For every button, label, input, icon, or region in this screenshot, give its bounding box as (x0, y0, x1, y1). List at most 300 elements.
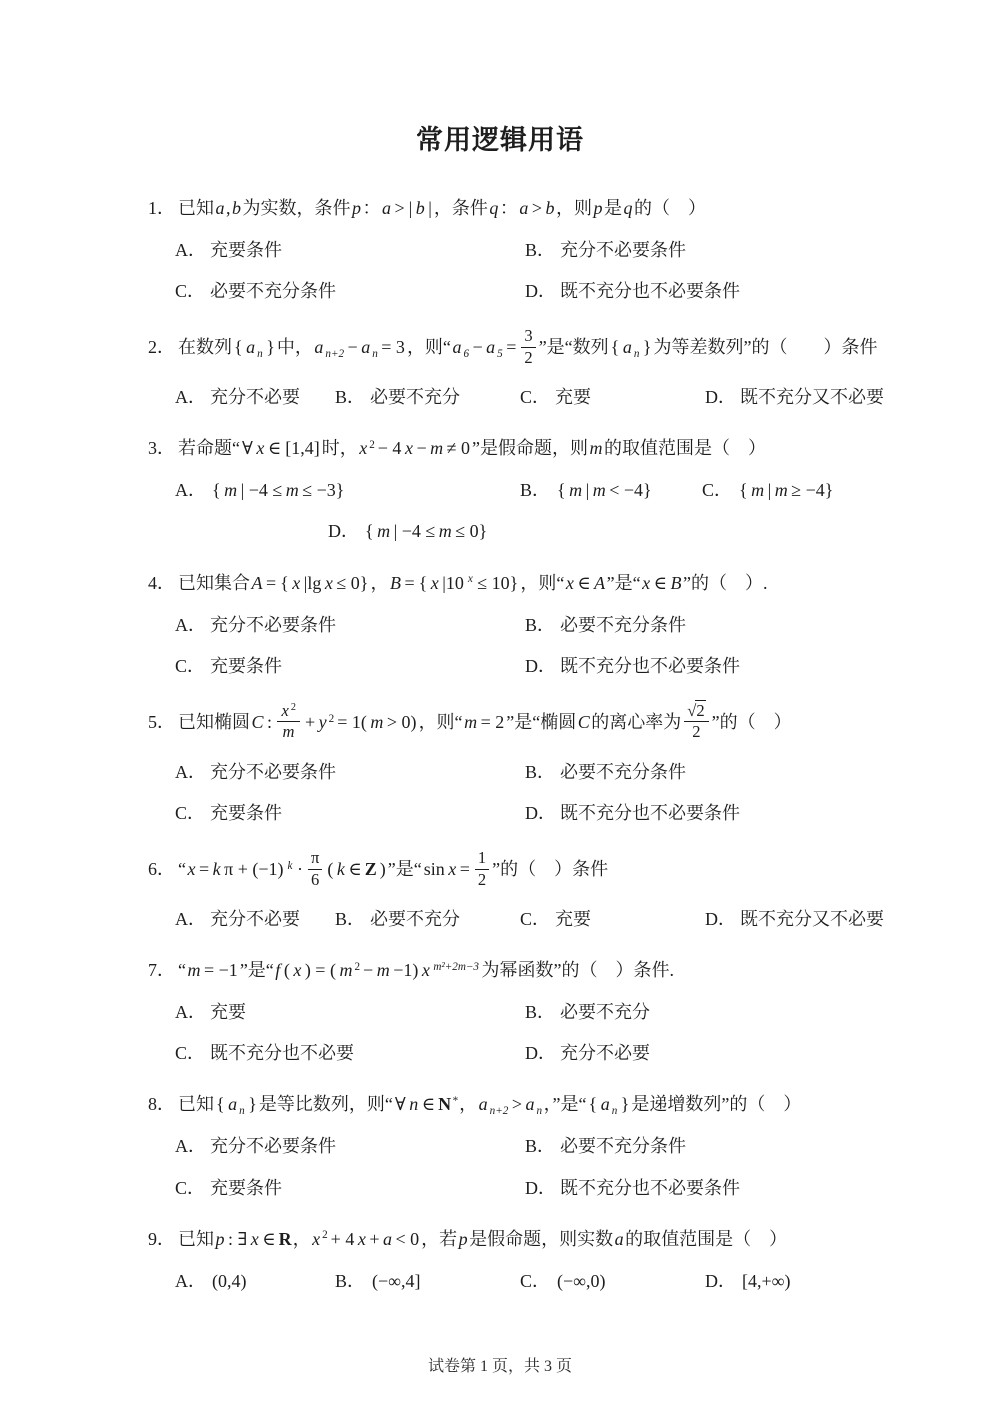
fraction-denominator (277, 722, 300, 742)
math-variable: m (370, 711, 384, 732)
text-run: 既不充分也不必要条件 (560, 281, 740, 302)
question-7-options-row-2 (148, 1040, 905, 1066)
fraction (684, 702, 708, 742)
math-run: ∀ (242, 438, 253, 459)
math-run: = (506, 337, 517, 358)
option-label: A． (175, 761, 206, 782)
option-content (560, 281, 740, 301)
subscript: n (536, 1105, 543, 1118)
option-label: C． (175, 802, 206, 823)
option-content (210, 803, 282, 823)
text-run: 是假命题，则实数 (469, 1228, 614, 1249)
math-variable: m (187, 960, 201, 981)
math-run: ∀ (394, 1094, 406, 1115)
option-A (175, 1133, 525, 1159)
option-label: C． (175, 281, 206, 302)
math-variable: m (751, 480, 765, 501)
option-A (175, 237, 525, 263)
option-C (520, 906, 705, 932)
text-run: 已知 (178, 1228, 214, 1249)
option-content (560, 240, 686, 260)
text-run: 既不充分也不必要条件 (560, 1177, 740, 1198)
question-number: 2． (148, 337, 175, 358)
math-run: · (297, 859, 303, 880)
math-variable: m (464, 711, 478, 732)
text-run: 的（ ） (634, 198, 707, 218)
question-3-options-row-1 (148, 477, 905, 503)
text-run: 必要不充分 (560, 1002, 650, 1023)
question-number: 7． (148, 960, 175, 981)
math-run: = 3 (381, 337, 405, 358)
question-4 (148, 570, 905, 679)
text-run: 充分不必要条件 (560, 240, 686, 260)
math-run: ≠ 0 (446, 438, 470, 459)
text-run: ， (370, 572, 389, 593)
subscript: n (633, 348, 640, 361)
option-D (525, 653, 905, 679)
math-run: ∈ (653, 572, 667, 593)
option-content (210, 387, 300, 407)
text-run: 1 (477, 848, 487, 868)
math-run: ≤ −3} (302, 480, 345, 501)
math-variable: a (478, 1094, 488, 1115)
text-run: 的取值范围是（ ） (625, 1228, 788, 1249)
option-B (335, 384, 520, 410)
math-run: = (404, 572, 415, 593)
option-C (175, 1040, 525, 1066)
option-label: B． (525, 614, 556, 635)
text-run: ”是“ (606, 572, 641, 593)
math-variable: m (376, 960, 390, 981)
math-variable: n (409, 1094, 419, 1115)
option-label: A． (175, 240, 206, 260)
text-run: ，则“ (520, 572, 565, 593)
math-run: − (416, 438, 427, 459)
option-content (740, 1271, 792, 1291)
math-variable: p (458, 1228, 468, 1249)
option-B (525, 999, 905, 1025)
math-variable: x (642, 572, 651, 593)
subscript: n (239, 1105, 245, 1118)
text-run: ： (499, 198, 518, 218)
option-content (210, 1002, 246, 1022)
math-variable: x (281, 700, 289, 720)
math-variable: a (314, 337, 324, 358)
math-run: (0,4) (212, 1270, 247, 1291)
option-A (175, 906, 335, 932)
option-label: A． (175, 480, 206, 501)
math-run: − (347, 337, 358, 358)
option-A (175, 477, 520, 503)
question-5 (148, 700, 905, 826)
option-content (370, 909, 460, 929)
text-run: 时， (321, 438, 358, 459)
option-label: D． (525, 281, 556, 302)
question-4-options-row-2 (148, 653, 905, 679)
math-run: ≤ 0} (455, 521, 488, 542)
fraction-numerator (684, 702, 708, 723)
math-run: ∈ (421, 1094, 436, 1115)
question-number: 6． (148, 859, 175, 880)
question-3-options-row-2 (148, 518, 905, 544)
math-run: > (511, 1094, 522, 1115)
option-content (210, 762, 336, 782)
text-run: 在数列 (178, 337, 232, 358)
option-content (560, 656, 740, 676)
math-variable: x (293, 960, 302, 981)
option-content (560, 1043, 650, 1063)
math-variable: y (318, 711, 327, 732)
option-content (737, 480, 835, 500)
question-number: 8． (148, 1094, 175, 1115)
question-1-options-row-2 (148, 278, 905, 304)
math-run: } (248, 1094, 257, 1115)
fraction (308, 849, 322, 889)
option-content (210, 1136, 336, 1156)
fraction-numerator (521, 327, 535, 348)
math-run: } (266, 337, 275, 358)
text-run: ”是“椭圆 (506, 711, 577, 732)
option-C (175, 278, 525, 304)
math-run: [4,+∞) (742, 1270, 791, 1291)
option-label: C． (175, 655, 206, 676)
text-run: 充分不必要条件 (210, 1136, 336, 1157)
math-variable: a (525, 1094, 535, 1115)
text-run: 必要不充分条件 (560, 614, 686, 635)
math-run: | (428, 198, 432, 218)
text-run: 是 (604, 198, 623, 218)
fraction-numerator (308, 849, 322, 870)
text-run: 2 (524, 347, 533, 367)
math-run: + 4 (330, 1228, 355, 1249)
question-number: 9． (148, 1228, 175, 1249)
text-run: 6 (311, 869, 320, 889)
text-run: ，则“ (418, 711, 463, 732)
option-B (525, 759, 905, 785)
math-run: ( (283, 960, 290, 981)
option-content (560, 1136, 686, 1156)
option-label: B． (335, 1270, 366, 1291)
question-1-stem (148, 195, 905, 222)
option-label: A． (175, 387, 206, 408)
text-run: 中， (276, 337, 313, 358)
math-variable: a (600, 1094, 610, 1115)
question-number: 1． (148, 198, 175, 218)
subscript: n (611, 1105, 618, 1118)
option-content (560, 615, 686, 635)
math-variable: x (404, 438, 413, 459)
option-label: B． (335, 387, 366, 408)
option-B (525, 1133, 905, 1159)
option-content (210, 1043, 354, 1063)
superscript: 2 (322, 1229, 328, 1242)
math-variable: x (250, 1228, 259, 1249)
option-content (210, 281, 336, 301)
text-run: 既不充分又不必要 (740, 387, 884, 408)
option-label: C． (175, 1177, 206, 1198)
fraction-denominator (684, 722, 708, 742)
subscript: n (372, 348, 378, 361)
option-label: B． (525, 1002, 556, 1023)
text-run: 既不充分也不必要 (210, 1043, 354, 1064)
question-3-stem (148, 435, 905, 462)
math-run: ) = ( (304, 960, 336, 981)
sqrt-radical (687, 701, 705, 720)
superscript: * (452, 1095, 459, 1108)
math-variable: m (377, 521, 391, 542)
option-C (520, 384, 705, 410)
option-D (525, 278, 905, 304)
math-run: = (199, 859, 210, 880)
math-variable: b (232, 198, 241, 218)
option-content (210, 1178, 282, 1198)
question-1 (148, 195, 905, 304)
math-run: ∈ (577, 572, 591, 593)
math-variable: k (212, 859, 221, 880)
option-content (210, 480, 346, 500)
text-run: “ (178, 960, 186, 981)
math-variable: b (415, 198, 425, 218)
math-variable: x (448, 859, 457, 880)
math-variable: m (224, 480, 238, 501)
math-variable: q (489, 198, 499, 218)
math-run: > 0) (386, 711, 417, 732)
text-run: 是递增数列”的（ ） (631, 1094, 802, 1115)
option-B (335, 1268, 520, 1294)
math-variable: m (438, 521, 452, 542)
option-C (175, 653, 525, 679)
question-9-options-row-1 (148, 1268, 905, 1294)
option-content (370, 387, 460, 407)
option-content (555, 480, 654, 500)
question-8 (148, 1091, 905, 1200)
option-label: D． (705, 909, 736, 930)
option-B (525, 237, 905, 263)
math-run: ≤ 0} (336, 572, 369, 593)
question-number: 5． (148, 711, 175, 732)
math-variable: m (430, 438, 444, 459)
text-run: 既不充分也不必要条件 (560, 802, 740, 823)
option-A (175, 384, 335, 410)
math-run: (−∞,0) (557, 1270, 606, 1291)
math-run: { (418, 572, 428, 593)
superscript: 2 (369, 439, 375, 452)
option-label: C． (702, 480, 733, 501)
math-variable: m (592, 480, 606, 501)
option-B (335, 906, 520, 932)
math-variable: q (623, 198, 633, 218)
option-content (210, 240, 282, 260)
option-label: B． (520, 480, 551, 501)
text-run: ，条件 (433, 198, 488, 218)
text-run: 充要条件 (210, 240, 282, 260)
text-run: ， (459, 1094, 478, 1115)
subscript: n+2 (325, 348, 345, 361)
option-label: D． (525, 655, 556, 676)
text-run: ， (292, 1228, 311, 1249)
question-7-options-row-1 (148, 999, 905, 1025)
option-D (525, 800, 905, 826)
text-run: 必要不充分条件 (210, 281, 336, 302)
text-run: 已知 (178, 1094, 214, 1115)
math-variable: a (361, 337, 371, 358)
math-run: − 4 (377, 438, 402, 459)
math-run: | (408, 198, 413, 218)
text-run: “ (178, 859, 186, 880)
math-variable: a (452, 337, 462, 358)
option-D (525, 1040, 905, 1066)
text-run: 必要不充分 (370, 387, 460, 408)
superscript: 2 (354, 961, 361, 974)
math-variable: k (336, 859, 345, 880)
math-run: ∈ (262, 1228, 276, 1249)
math-run: | −4 ≤ (393, 521, 436, 542)
math-bold-set: N (438, 1094, 452, 1115)
subscript: 6 (463, 348, 470, 361)
fraction-denominator (308, 870, 322, 890)
option-content (210, 909, 300, 929)
text-run: π (311, 848, 320, 868)
math-run: ≥ −4} (791, 480, 834, 501)
text-run: 3 (524, 326, 533, 346)
text-run: 充要条件 (210, 1177, 282, 1198)
radical-sign: √ (687, 700, 697, 720)
math-variable: a (486, 337, 496, 358)
question-2-stem (148, 326, 905, 369)
text-run: ，”是“ (543, 1094, 587, 1115)
math-run: { (280, 572, 289, 593)
math-variable: x (421, 960, 430, 981)
fraction-denominator (521, 348, 535, 368)
math-run: < −4} (609, 480, 652, 501)
math-variable: x (292, 572, 301, 593)
math-variable: a (519, 198, 529, 218)
option-C (520, 1268, 705, 1294)
text-run: 已知椭圆 (178, 711, 250, 732)
text-run: 2 (692, 722, 701, 742)
fraction-numerator (475, 849, 489, 870)
option-label: A． (175, 1136, 206, 1157)
text-run: 必要不充分条件 (560, 1136, 686, 1157)
question-8-options-row-2 (148, 1175, 905, 1201)
option-label: A． (175, 909, 206, 930)
text-run: 若命题“ (178, 438, 240, 459)
math-run: { (234, 337, 243, 358)
text-run: 充分不必要条件 (210, 761, 336, 782)
text-run: 为等差数列”的（ ）条件 (653, 337, 878, 358)
math-variable: x (565, 572, 574, 593)
text-run: 既不充分又不必要 (740, 909, 884, 930)
fraction (521, 327, 535, 367)
math-variable: m (285, 480, 299, 501)
math-run: : ∃ (228, 1228, 248, 1249)
question-6-stem (148, 848, 905, 891)
question-number: 4． (148, 572, 175, 593)
text-run: ”是假命题，则 (471, 438, 588, 459)
math-run: = 2 (480, 711, 505, 732)
text-run: ： (362, 198, 381, 218)
option-D (705, 384, 905, 410)
text-run: 充要条件 (210, 802, 282, 823)
math-run: sin (423, 859, 445, 880)
text-run: 必要不充分条件 (560, 761, 686, 782)
text-run: 的离心率为 (591, 711, 682, 732)
question-9-stem (148, 1226, 905, 1253)
question-3 (148, 435, 905, 544)
text-run: ”的（ ）. (682, 572, 768, 593)
math-variable: m (282, 722, 295, 742)
option-label: A． (175, 1002, 206, 1023)
text-run: 为实数，条件 (242, 198, 351, 218)
option-D (705, 906, 905, 932)
math-variable: x (359, 438, 368, 459)
option-label: A． (175, 1270, 206, 1291)
question-5-options-row-2 (148, 800, 905, 826)
option-A (175, 1268, 335, 1294)
option-content (210, 656, 282, 676)
question-list (148, 195, 905, 1294)
question-1-options-row-1 (148, 237, 905, 263)
math-variable: a (215, 198, 225, 218)
option-D (705, 1268, 905, 1294)
text-run: 既不充分也不必要条件 (560, 655, 740, 676)
option-label: C． (175, 1043, 206, 1064)
page-title: 常用逻辑用语 (416, 125, 584, 155)
math-run: |10 (442, 572, 464, 593)
math-variable: A (251, 572, 263, 593)
option-B (525, 612, 905, 638)
superscript: m²+2m−3 (433, 961, 480, 974)
math-run: } (642, 337, 652, 358)
math-variable: a (622, 337, 632, 358)
math-run: ( (327, 859, 334, 880)
subscript: n (257, 348, 263, 361)
fraction-numerator (277, 702, 300, 723)
math-run: − (363, 960, 374, 981)
option-label: C． (520, 387, 551, 408)
math-run: = (266, 572, 277, 593)
math-variable: m (589, 438, 603, 459)
math-run: = (459, 859, 470, 880)
radicand: 2 (696, 700, 705, 720)
option-label: B． (525, 240, 556, 260)
text-run: 充分不必要 (210, 387, 300, 408)
math-run: + (305, 711, 316, 732)
math-variable: m (774, 480, 788, 501)
option-content (560, 762, 686, 782)
option-label: B． (525, 1136, 556, 1157)
math-variable: a (382, 1228, 392, 1249)
question-6 (148, 848, 905, 932)
text-run: 充分不必要 (560, 1043, 650, 1064)
text-run: 必要不充分 (370, 909, 460, 930)
option-content (555, 387, 591, 407)
math-run: { (588, 1094, 598, 1115)
option-label: D． (525, 802, 556, 823)
math-variable: x (357, 1228, 366, 1249)
text-run: 已知集合 (178, 572, 250, 593)
math-run: > (531, 198, 543, 218)
option-D (328, 518, 905, 544)
math-run: { (610, 337, 620, 358)
question-7 (148, 957, 905, 1066)
option-content (740, 387, 884, 407)
option-label: D． (705, 1270, 736, 1291)
question-2-options-row-1 (148, 384, 905, 410)
option-label: B． (525, 761, 556, 782)
text-run: 充分不必要 (210, 909, 300, 930)
math-run: { (739, 480, 748, 501)
